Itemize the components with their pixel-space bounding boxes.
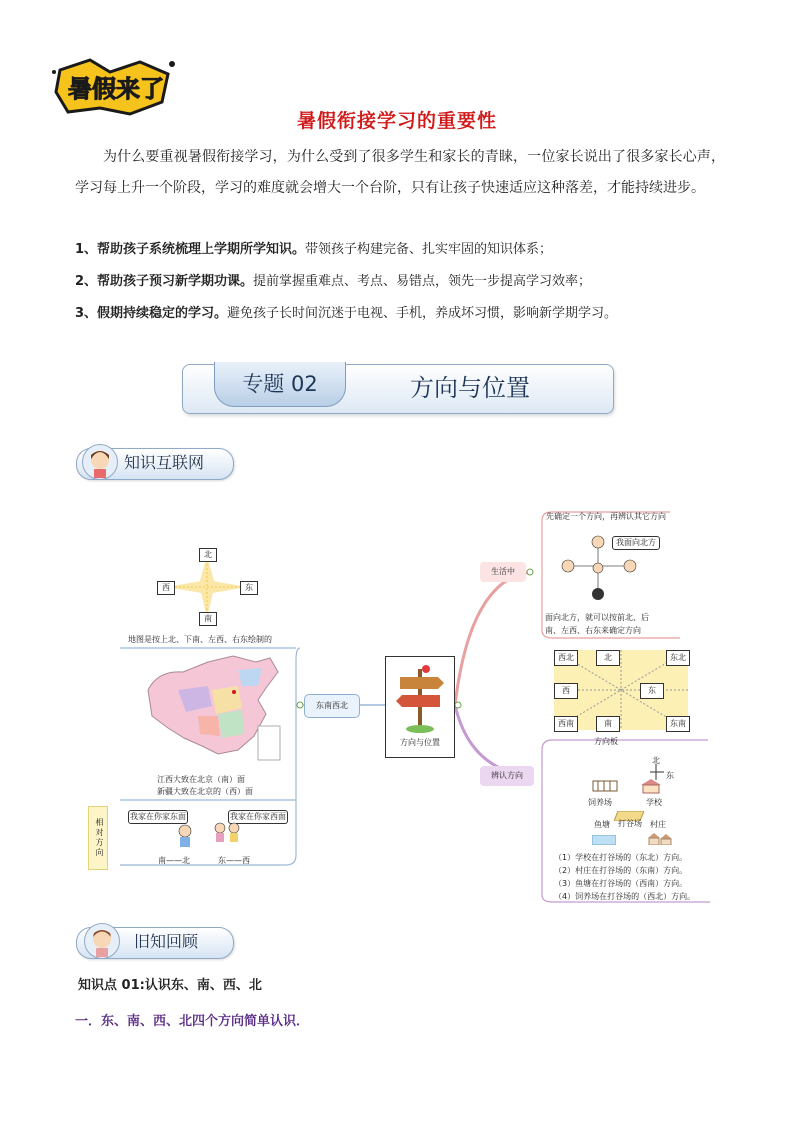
relative-answer-1: 南——北 [158, 856, 190, 865]
scene-farm: 饲养场 [588, 798, 612, 807]
scene-pond: 鱼塘 [594, 820, 610, 829]
node-identify-direction: 辨认方向 [480, 766, 534, 786]
point-3-bold: 3、假期持续稳定的学习。 [75, 306, 228, 321]
question-1: （1）学校在打谷场的（东北）方向。 [554, 853, 688, 862]
scene-field: 打谷场 [618, 819, 642, 828]
center-node-label: 方向与位置 [400, 738, 440, 747]
china-map-image [138, 650, 288, 766]
board-east: 东 [640, 683, 664, 699]
board-west: 西 [554, 683, 578, 699]
compass-east: 东 [240, 581, 258, 595]
board-north: 北 [596, 650, 620, 666]
point-2 [75, 272, 725, 292]
scene-north: 北 [652, 756, 660, 765]
document-title: 暑假衔接学习的重要性 [296, 110, 497, 132]
school-icon [640, 778, 662, 794]
point-3-rest: 避免孩子长时间沉迷于电视、手机，养成坏习惯，影响新学期学习。 [227, 306, 618, 321]
review-subheading: 一．东、南、西、北四个方向简单认识． [75, 1014, 310, 1029]
pond-icon [592, 830, 616, 840]
topic-title: 方向与位置 [410, 374, 530, 402]
village-icon [648, 830, 672, 842]
relative-direction-label: 相对方向 [88, 806, 108, 870]
life-bubble: 我面向北方 [612, 536, 660, 550]
scene-east: 东 [666, 771, 674, 780]
farm-icon [592, 778, 618, 792]
life-bottom-line-1: 面向北方，就可以按前北、后 [545, 613, 649, 622]
intro-paragraph: 为什么要重视暑假衔接学习，为什么受到了很多学生和家长的青睐，一位家长说出了很多家长心声，学习每上升一个阶段，学习的难度就会增大一个台阶，只有让孩子快速适应这种落差，才能持续进步。 [75, 149, 725, 196]
board-caption: 方向板 [594, 737, 618, 746]
relative-bubble-2: 我家在你家西面 [228, 810, 288, 824]
board-northwest: 西北 [554, 650, 578, 666]
board-northeast: 东北 [666, 650, 690, 666]
point-3 [75, 304, 725, 324]
compass-north: 北 [199, 548, 217, 562]
question-2: （2）村庄在打谷场的（东南）方向。 [554, 866, 688, 875]
compass-south: 南 [199, 612, 217, 626]
scene-village: 村庄 [650, 820, 666, 829]
life-top-text: 先确定一个方向，再辨认其它方向 [546, 512, 666, 521]
point-2-rest: 提前掌握重难点、考点、易错点，领先一步提高学习效率； [253, 274, 592, 289]
topic-tag: 专题 02 [214, 362, 346, 407]
section-label-review: 旧知回顾 [134, 932, 199, 951]
compass-west: 西 [157, 581, 175, 595]
girl-avatar-icon [82, 444, 118, 480]
board-south: 南 [596, 716, 620, 732]
board-southwest: 西南 [554, 716, 578, 732]
boy-figure-icon [174, 824, 196, 850]
question-4: （4）饲养场在打谷场的（西北）方向。 [554, 892, 696, 901]
threshing-field-icon [614, 806, 644, 816]
map-note-2: 新疆大致在北京的（西）面 [157, 787, 253, 796]
board-southeast: 东南 [666, 716, 690, 732]
life-bottom-line-2: 南、左西、右东来确定方向 [545, 626, 641, 635]
point-1 [75, 240, 725, 260]
logo-text: 暑假来了 [68, 75, 164, 103]
knowledge-point-heading: 知识点 01:认识东、南、西、北 [78, 978, 262, 993]
signpost-icon [386, 657, 454, 735]
node-in-life: 生活中 [480, 562, 526, 582]
relative-answer-2: 东——西 [218, 856, 250, 865]
center-node [385, 656, 455, 758]
point-1-bold: 1、帮助孩子系统梳理上学期所学知识。 [75, 242, 306, 257]
map-caption: 地图是按上北、下南、左西、右东绘制的 [128, 635, 272, 644]
question-3: （3）鱼塘在打谷场的（西南）方向。 [554, 879, 688, 888]
section-label-network: 知识互联网 [124, 453, 205, 472]
children-figure-icon [212, 820, 242, 846]
scene-school: 学校 [646, 798, 662, 807]
boy-avatar-icon [84, 923, 120, 959]
relative-bubble-1: 我家在你家东面 [128, 810, 188, 824]
point-1-rest: 带领孩子构建完备、扎实牢固的知识体系； [305, 242, 553, 257]
children-circle-icon [558, 528, 638, 602]
map-note-1: 江西大致在北京（南）面 [157, 775, 245, 784]
point-2-bold: 2、帮助孩子预习新学期功课。 [75, 274, 254, 289]
node-east-south-west-north: 东南西北 [304, 694, 360, 718]
